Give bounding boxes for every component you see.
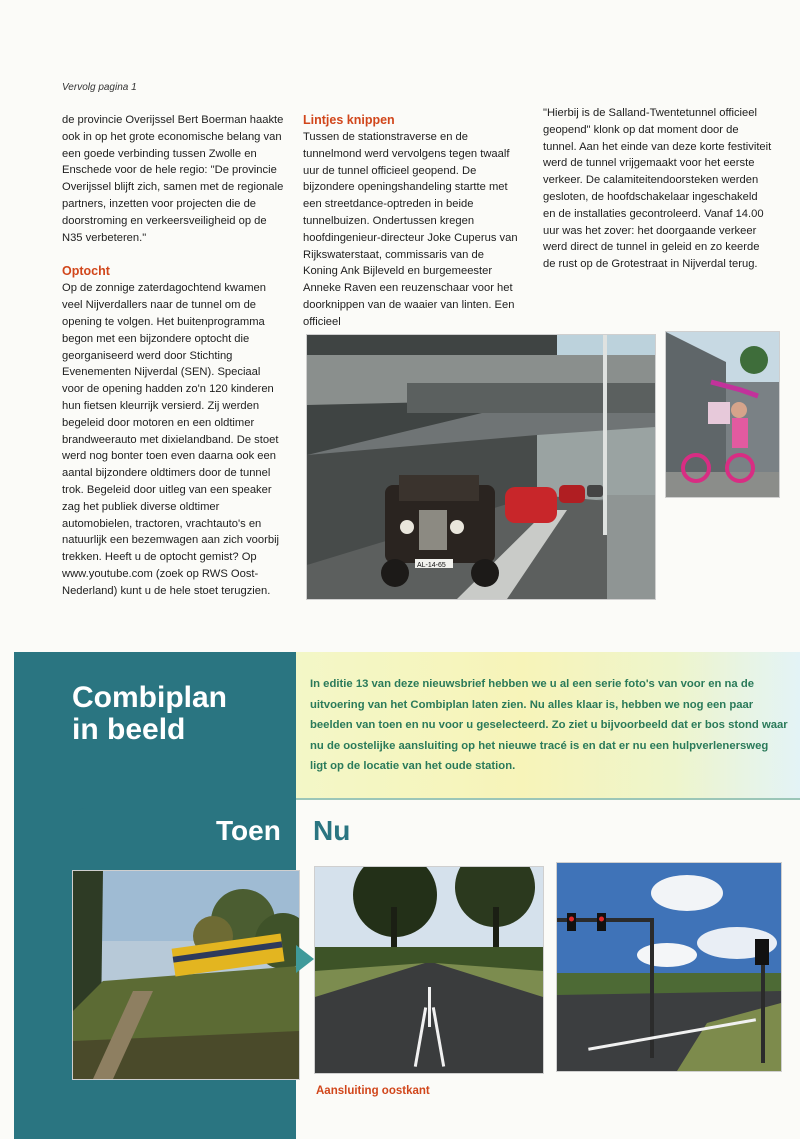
tunnel-cars-photo-icon <box>307 335 655 599</box>
traffic-lights-photo-icon <box>557 863 781 1071</box>
heading-optocht: Optocht <box>62 264 110 279</box>
heading-lintjes-knippen: Lintjes knippen <box>303 113 395 127</box>
decorated-bike-photo-icon <box>666 332 779 497</box>
tunnel-photo <box>306 334 656 600</box>
column2-paragraph: Tussen de stationstraverse en de tunnelmond werd vervolgens tegen twaalf uur de tunnel officieel geopend. De bijzondere openingshandeling startte met een streetdance-optreden in beide tunnelbuizen. Ondertussen kregen hoofdingenieur-directeur Joke Cuperus van Rijkswaterstaat, commissaris van de Koning Ank Bijleveld en burgemeester Anneke Raven een reuzenschaar voor het doorknippen van de waaier van linten. Een officieel <box>303 131 518 328</box>
license-plate: AL-14-65 <box>417 562 446 569</box>
column1-paragraph1: de provincie Overijssel Bert Boerman haakte ook in op het grote economische belang van een goede verbinding tussen Zwolle en Enschede voor de hele regio: "De provincie Overijssel blijft zich, samen met de regionale partners, inzetten voor projecten die de doorstroming en verkeersveiligheid op de N35 verbeteren." <box>62 114 284 244</box>
column3-paragraph: "Hierbij is de Salland-Twentetunnel officieel geopend" klonk op dat moment door de tunnel. Aan het einde van deze korte festiviteit werd de tunnel vrijgemaakt voor het eerste verkeer. De calamiteitendoorsteken werden gesloten, de hoofdschakelaar ingeschakeld en de installaties gecontroleerd. Vanaf 14.00 uur was het zover: het doorgaande verkeer werd direct de tunnel in geleid en zo keerde de rust op de Grotestraat in Nijverdal terug. <box>543 107 772 271</box>
bike-photo <box>665 331 780 498</box>
toen-label: Toen <box>216 815 281 846</box>
toen-photo <box>72 870 300 1080</box>
nu-photo-1 <box>314 866 544 1074</box>
section-title-line1: Combiplan <box>72 681 227 714</box>
arrow-icon <box>296 945 314 973</box>
column1-paragraph2: Op de zonnige zaterdagochtend kwamen veel Nijverdallers naar de tunnel om de opening te volgen. Het buitenprogramma begon met een bijzondere optocht die georganiseerd werd door Stichting Evenementen Nijverdal (SEN). Speciaal voor de opening hadden zo'n 120 kinderen hun fietsen kleurrijk versierd. Zij werden begeleid door motoren en een oldtimer brandweerauto met dixielandband. De stoet werd nog bonter toen even daarna ook een aantal bijzondere oldtimers door de tunnel trok. Begeleid door uitleg van een speaker zag het publiek diverse oldtimer automobielen, tractoren, vrachtauto's en natuurlijk een bezemwagen aan zich voorbij trekken. Heeft u de optocht gemist? Op www.youtube.com (zoek op RWS Oost-Nederland) kunt u de hele stoet terugzien. <box>62 282 280 597</box>
article-column-2 <box>303 112 518 331</box>
photo-caption: Aansluiting oostkant <box>316 1085 430 1097</box>
article-column-3 <box>543 105 773 273</box>
nu-label: Nu <box>313 815 351 846</box>
continued-note: Vervolg pagina 1 <box>62 82 137 93</box>
section-title-line2: in beeld <box>72 713 186 746</box>
section-intro: In editie 13 van deze nieuwsbrief hebben we u al een serie foto's van voor en na de uitvoering van het Combiplan laten zien. Nu alles klaar is, hebben we nog een paar beelden van toen en nu voor u geselecteerd. Zo ziet u bijvoorbeeld dat er bos stond waar nu de oostelijke aansluiting op het nieuwe tracé is en dat er nu een hulpverlenersweg ligt op de locatie van het oude station. <box>310 678 788 772</box>
divider-line <box>296 798 800 800</box>
new-road-photo-icon <box>315 867 543 1073</box>
train-photo-icon <box>73 871 299 1079</box>
nu-photo-2 <box>556 862 782 1072</box>
article-column-1 <box>62 112 284 600</box>
section-title <box>72 682 227 746</box>
